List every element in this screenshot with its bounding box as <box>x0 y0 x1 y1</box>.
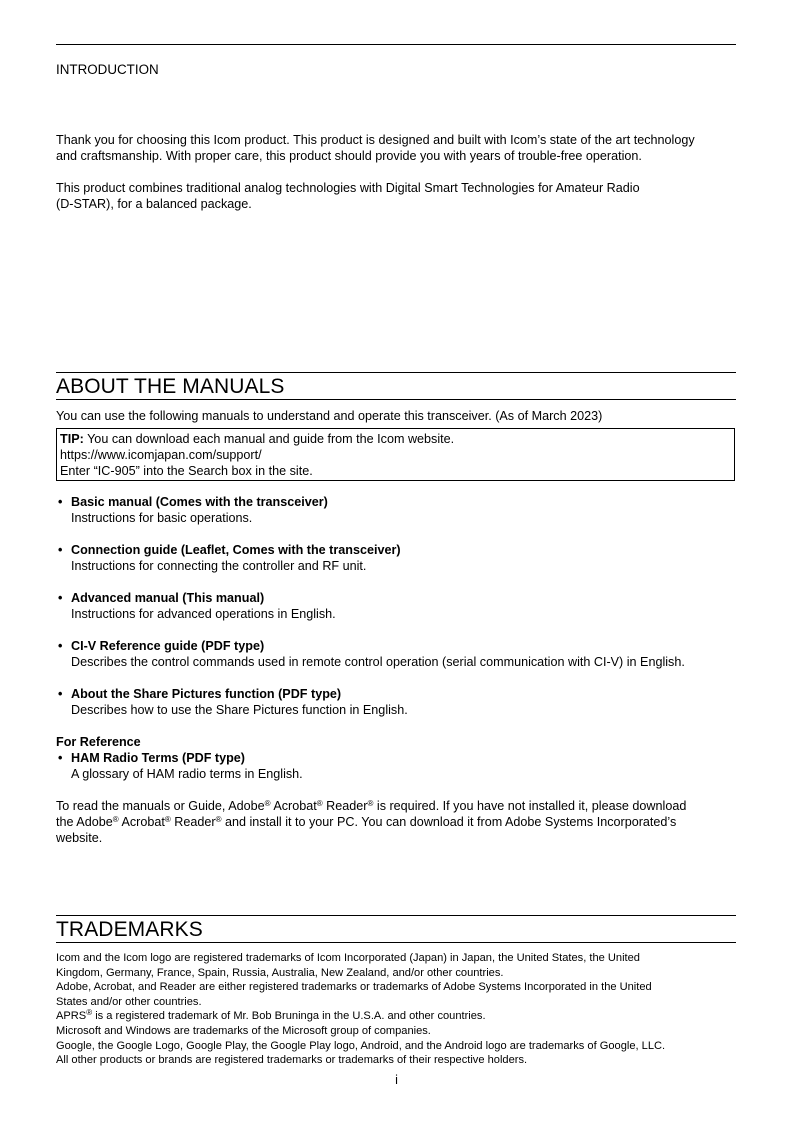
trademarks-bottom-rule <box>56 942 736 943</box>
reference-item-title: HAM Radio Terms (PDF type) <box>71 751 245 765</box>
reader-line-3: website. <box>56 831 103 845</box>
tip-box <box>56 428 735 481</box>
tip-text: You can download each manual and guide from the Icom website. <box>83 432 455 446</box>
manual-item-civ <box>58 638 685 670</box>
trademark-line: Adobe, Acrobat, and Reader are either registered trademarks or trademarks of Adobe Systems Incorporated in the United <box>56 981 652 993</box>
trademark-line: Google, the Google Logo, Google Play, the Google Play logo, Android, and the Android logo are trademarks of Google, LLC. <box>56 1040 666 1052</box>
tip-line-1 <box>60 431 734 447</box>
manual-item-connection <box>58 542 401 574</box>
trademark-line: Icom and the Icom logo are registered trademarks of Icom Incorporated (Japan) in Japan, the United States, the United <box>56 952 640 964</box>
reference-label: For Reference <box>56 735 141 749</box>
bullet: • <box>58 543 63 557</box>
aprs-text: is a registered trademark of Mr. Bob Bruninga in the U.S.A. and other countries. <box>92 1010 486 1022</box>
reader-text: and install it to your PC. You can download it from Adobe Systems Incorporated’s <box>221 815 677 829</box>
page-number: i <box>395 1073 398 1087</box>
registered-mark: ® <box>215 815 222 824</box>
registered-mark: ® <box>316 799 323 808</box>
bullet: • <box>58 591 63 605</box>
manual-item-advanced <box>58 590 336 622</box>
intro-para2-line1: This product combines traditional analog technologies with Digital Smart Technologies for Amateur Radio <box>56 181 640 195</box>
intro-para1-line2: and craftsmanship. With proper care, this product should provide you with years of trouble-free operation. <box>56 149 642 163</box>
registered-mark: ® <box>164 815 171 824</box>
manual-item-desc: Instructions for advanced operations in English. <box>71 607 336 621</box>
tip-label: TIP: <box>60 432 84 446</box>
reader-text: Reader <box>322 799 368 813</box>
manual-item-title: About the Share Pictures function (PDF type) <box>71 687 342 701</box>
manual-item-basic <box>58 494 328 526</box>
aprs-text: APRS <box>56 1010 87 1022</box>
reader-text: is required. If you have not installed it, please download <box>373 799 687 813</box>
bullet: • <box>58 687 63 701</box>
reader-text: To read the manuals or Guide, Adobe <box>56 799 265 813</box>
tip-url[interactable]: https://www.icomjapan.com/support/ <box>60 448 262 462</box>
registered-mark: ® <box>86 1008 93 1017</box>
trademark-line-aprs <box>56 1009 486 1024</box>
registered-mark: ® <box>367 799 374 808</box>
manuals-top-rule <box>56 372 736 373</box>
manual-item-share-pictures <box>58 686 408 718</box>
manual-item-desc: Instructions for basic operations. <box>71 511 253 525</box>
trademarks-top-rule <box>56 915 736 916</box>
trademark-line: Kingdom, Germany, France, Spain, Russia, Australia, New Zealand, and/or other countries. <box>56 967 504 979</box>
manual-item-desc: Describes the control commands used in remote control operation (serial communication with CI-V) in English. <box>71 655 685 669</box>
registered-mark: ® <box>112 815 119 824</box>
trademark-line: States and/or other countries. <box>56 996 202 1008</box>
bullet: • <box>58 495 63 509</box>
manual-item-title: Basic manual (Comes with the transceiver) <box>71 495 328 509</box>
reference-item-ham-terms <box>58 750 303 782</box>
manuals-lead: You can use the following manuals to understand and operate this transceiver. (As of March 2023) <box>56 409 603 423</box>
reader-text: Acrobat <box>270 799 317 813</box>
manual-item-title: Advanced manual (This manual) <box>71 591 265 605</box>
manual-item-desc: Instructions for connecting the controller and RF unit. <box>71 559 367 573</box>
registered-mark: ® <box>264 799 271 808</box>
manual-item-title: CI-V Reference guide (PDF type) <box>71 639 265 653</box>
manuals-bottom-rule <box>56 399 736 400</box>
reader-line-1 <box>56 798 686 814</box>
top-rule <box>56 44 736 45</box>
manual-item-title: Connection guide (Leaflet, Comes with the transceiver) <box>71 543 401 557</box>
reader-text: Reader <box>170 815 216 829</box>
trademarks-heading: TRADEMARKS <box>56 918 203 941</box>
reader-line-2 <box>56 814 676 830</box>
reader-text: Acrobat <box>118 815 165 829</box>
manual-item-desc: Describes how to use the Share Pictures function in English. <box>71 703 408 717</box>
reader-text: the Adobe <box>56 815 113 829</box>
intro-para2-line2: (D-STAR), for a balanced package. <box>56 197 252 211</box>
reference-item-desc: A glossary of HAM radio terms in English. <box>71 767 303 781</box>
bullet: • <box>58 751 63 765</box>
intro-para1-line1: Thank you for choosing this Icom product. This product is designed and built with Icom’s state of the art technology <box>56 133 695 147</box>
trademark-line: All other products or brands are registered trademarks or trademarks of their respective holders. <box>56 1054 528 1066</box>
manuals-heading: ABOUT THE MANUALS <box>56 375 285 398</box>
intro-label: INTRODUCTION <box>56 62 159 77</box>
trademark-line: Microsoft and Windows are trademarks of the Microsoft group of companies. <box>56 1025 431 1037</box>
bullet: • <box>58 639 63 653</box>
tip-search: Enter “IC-905” into the Search box in the site. <box>60 464 313 478</box>
